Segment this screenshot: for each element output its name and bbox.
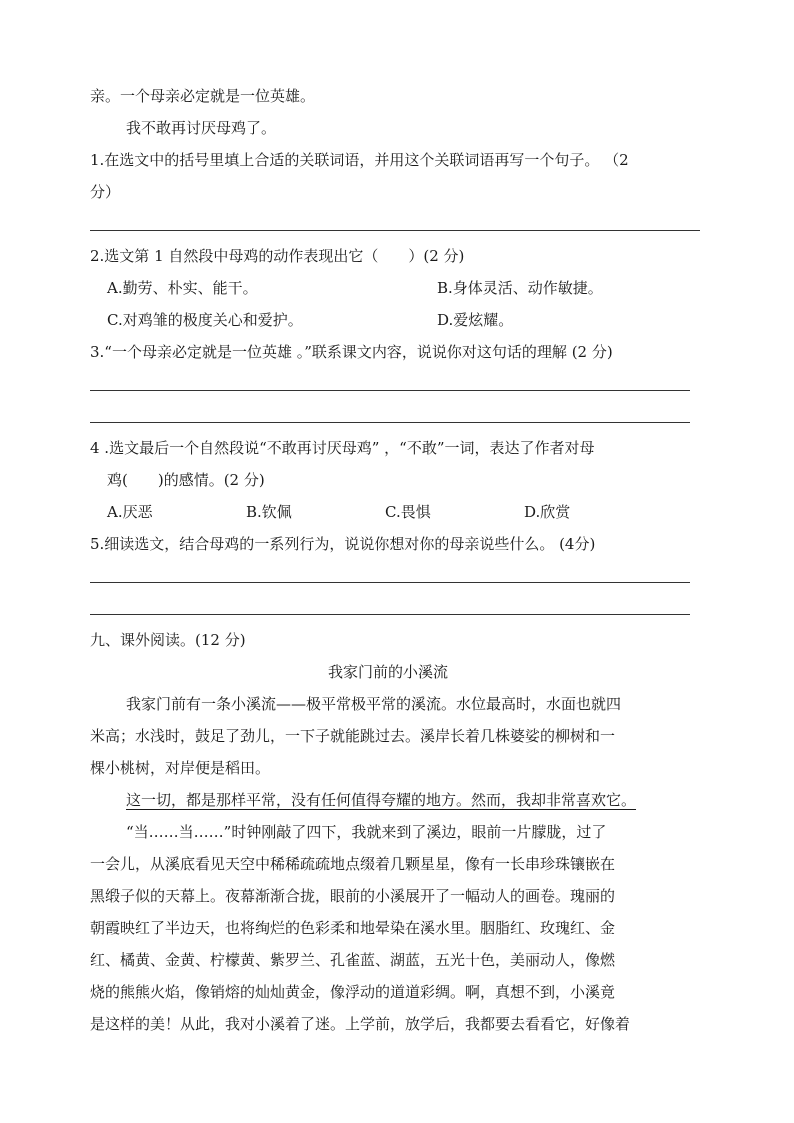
- question-4-option-d: D.欣赏: [524, 503, 571, 521]
- passage-line-7: 黑缎子似的天幕上。夜幕渐渐合拢，眼前的小溪展开了一幅动人的画卷。瑰丽的: [90, 887, 616, 905]
- question-2-option-d: D.爱炫耀。: [437, 311, 514, 329]
- intro-line-1: 亲。一个母亲必定就是一位英雄。: [90, 87, 316, 105]
- passage-line-3: 棵小桃树，对岸便是稻田。: [90, 759, 271, 777]
- passage-line-10: 烧的熊熊火焰，像销熔的灿灿黄金，像浮动的道道彩绸。啊，真想不到，小溪竟: [90, 983, 616, 1001]
- passage-line-6: 一会儿，从溪底看见天空中稀稀疏疏地点缀着几颗星星，像有一长串珍珠镶嵌在: [90, 855, 616, 873]
- intro-line-2: 我不敢再讨厌母鸡了。: [126, 119, 277, 137]
- question-1-line-1: 1.在选文中的括号里填上合适的关联词语，并用这个关联词语再写一个句子。 （2: [90, 151, 629, 169]
- passage-line-11: 是这样的美！从此，我对小溪着了迷。上学前，放学后，我都要去看看它，好像着: [90, 1015, 631, 1033]
- passage-line-9: 红、橘黄、金黄、柠檬黄、紫罗兰、孔雀蓝、湖蓝，五光十色，美丽动人，像燃: [90, 951, 616, 969]
- section-9-heading: 九、课外阅读。(12 分): [90, 631, 246, 649]
- question-4-option-a: A.厌恶: [107, 503, 153, 521]
- question-5-stem: 5.细读选文，结合母鸡的一系列行为，说说你想对你的母亲说些什么。 (4分): [90, 535, 596, 553]
- question-3-stem: 3.“一个母亲必定就是一位英雄 。”联系课文内容，说说你对这句话的理解 (2 分): [90, 343, 613, 361]
- question-4-line-2: 鸡( )的感情。(2 分): [107, 471, 265, 489]
- answer-line-q3-1: [90, 390, 690, 391]
- passage-line-1: 我家门前有一条小溪流——极平常极平常的溪流。水位最高时，水面也就四: [126, 695, 622, 713]
- question-2-option-a: A.勤劳、朴实、能干。: [107, 279, 258, 297]
- question-4-line-1: 4 .选文最后一个自然段说“不敢再讨厌母鸡” ，“不敢”一词，表达了作者对母: [90, 439, 595, 457]
- answer-line-q3-2: [90, 422, 690, 423]
- question-1-line-2: 分）: [90, 183, 121, 201]
- passage-underlined-sentence: 这一切，都是那样平常，没有任何值得夸耀的地方。然而，我却非常喜欢它。: [126, 791, 637, 809]
- question-4-option-c: C.畏惧: [385, 503, 431, 521]
- passage-line-2: 米高；水浅时，鼓足了劲儿，一下子就能跳过去。溪岸长着几株婆娑的柳树和一: [90, 727, 616, 745]
- question-2-stem: 2.选文第 1 自然段中母鸡的动作表现出它（ ）(2 分): [90, 247, 465, 265]
- answer-line-q1: [90, 230, 700, 231]
- question-4-option-b: B.钦佩: [246, 503, 292, 521]
- passage-line-5: “当……当……”时钟刚敲了四下，我就来到了溪边，眼前一片朦胧，过了: [126, 823, 607, 841]
- answer-line-q5-1: [90, 582, 690, 583]
- passage-line-8: 朝霞映红了半边天，也将绚烂的色彩柔和地晕染在溪水里。胭脂红、玫瑰红、金: [90, 919, 616, 937]
- question-2-option-b: B.身体灵活、动作敏捷。: [437, 279, 603, 297]
- passage-title: 我家门前的小溪流: [328, 663, 449, 681]
- question-2-option-c: C.对鸡雏的极度关心和爱护。: [107, 311, 303, 329]
- answer-line-q5-2: [90, 614, 690, 615]
